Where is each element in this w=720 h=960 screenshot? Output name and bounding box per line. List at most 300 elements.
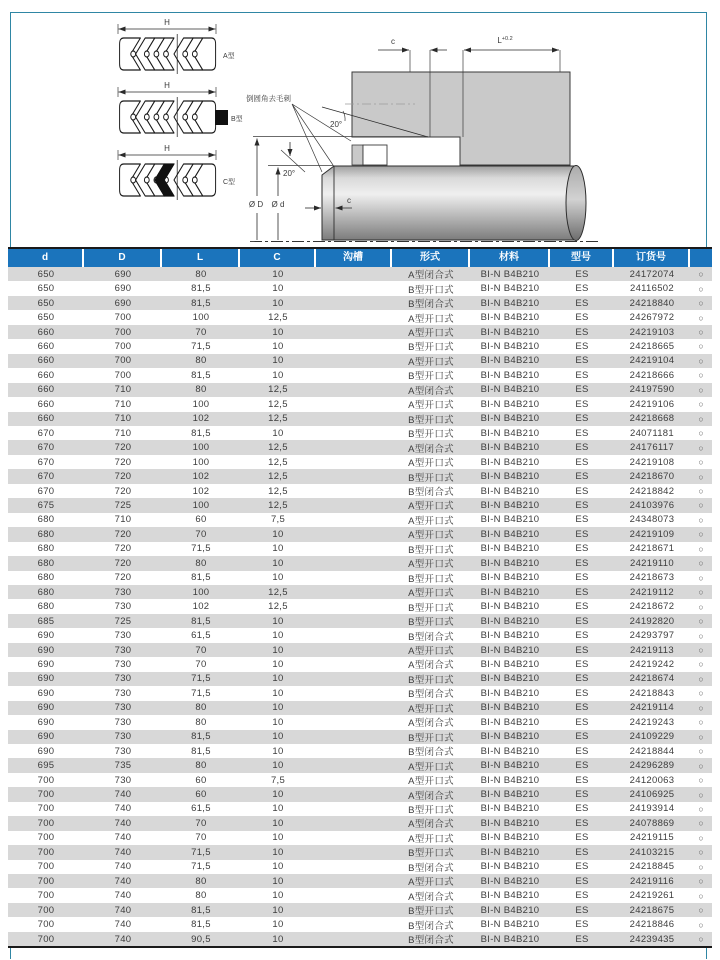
column-header: L	[162, 249, 240, 267]
cell: 81,5	[191, 745, 211, 757]
cell: 71,5	[191, 846, 211, 858]
availability-mark: ○	[698, 832, 704, 843]
cell: BI-N B4B210	[480, 846, 540, 858]
cell: 24348073	[629, 514, 675, 526]
cell	[316, 787, 392, 801]
column-header: 形式	[392, 249, 470, 267]
cell: 24103976	[629, 499, 675, 511]
cell: 102	[192, 601, 210, 613]
cell: 80	[195, 890, 207, 902]
cell	[316, 715, 392, 729]
cell: 60	[195, 774, 207, 786]
cell	[316, 932, 392, 946]
cell	[316, 585, 392, 599]
cell: A型开口式	[408, 559, 454, 571]
cell: 680	[37, 557, 55, 569]
cell: 24109229	[629, 731, 675, 743]
cell: 730	[114, 702, 132, 714]
cell: BI-N B4B210	[480, 933, 540, 945]
cell: 71,5	[191, 861, 211, 873]
cell: ES	[575, 673, 589, 685]
cell: ES	[575, 716, 589, 728]
cell: 81,5	[191, 427, 211, 439]
cell: 24218673	[629, 572, 675, 584]
cell: 700	[114, 340, 132, 352]
cell	[316, 498, 392, 512]
cell: BI-N B4B210	[480, 760, 540, 772]
cell: A型闭合式	[408, 718, 454, 730]
cell: 24218671	[629, 543, 675, 555]
table-row	[8, 281, 712, 295]
cell: ES	[575, 384, 589, 396]
cell: 81,5	[191, 283, 211, 295]
cell: 670	[37, 427, 55, 439]
cell: A型闭合式	[408, 385, 454, 397]
cell: BI-N B4B210	[480, 413, 540, 425]
cell: 71,5	[191, 687, 211, 699]
cell: BI-N B4B210	[480, 557, 540, 569]
cell	[316, 368, 392, 382]
cell	[316, 397, 392, 411]
cell: 24218670	[629, 471, 675, 483]
cell: 740	[114, 803, 132, 815]
cell: 24219104	[629, 355, 675, 367]
cell: BI-N B4B210	[480, 904, 540, 916]
cell: BI-N B4B210	[480, 326, 540, 338]
cell: ES	[575, 601, 589, 613]
cell: BI-N B4B210	[480, 312, 540, 324]
cell	[316, 339, 392, 353]
table-row	[8, 556, 712, 570]
cell: 740	[114, 861, 132, 873]
table-header-row	[8, 249, 712, 267]
cell: 730	[114, 630, 132, 642]
cell: ES	[575, 340, 589, 352]
cell: 80	[195, 875, 207, 887]
cell: 81,5	[191, 369, 211, 381]
cell: 71,5	[191, 340, 211, 352]
cell: 102	[192, 413, 210, 425]
cell: 24172074	[629, 268, 675, 280]
table-row	[8, 758, 712, 772]
cell: 24116502	[630, 283, 674, 295]
cell: ES	[575, 832, 589, 844]
cell: 10	[272, 340, 284, 352]
cell: ES	[575, 514, 589, 526]
table-row	[8, 860, 712, 874]
table-row	[8, 571, 712, 585]
cell: B型闭合式	[408, 689, 454, 701]
availability-mark: ○	[698, 876, 704, 887]
cell: ES	[575, 312, 589, 324]
cell: ES	[575, 283, 589, 295]
cell: 700	[37, 832, 55, 844]
cell: B型开口式	[408, 414, 454, 426]
cell: BI-N B4B210	[480, 789, 540, 801]
cell: B型开口式	[408, 284, 454, 296]
cell: 80	[195, 355, 207, 367]
cell: 10	[272, 846, 284, 858]
cell: 24218844	[629, 745, 675, 757]
cell: A型开口式	[408, 588, 454, 600]
availability-mark: ○	[698, 688, 704, 699]
column-header: C	[240, 249, 316, 267]
availability-mark: ○	[698, 327, 704, 338]
cell: A型开口式	[408, 356, 454, 368]
cell: ES	[575, 890, 589, 902]
cell: B型闭合式	[408, 935, 454, 947]
dim-c-top: c	[391, 37, 395, 46]
cell: BI-N B4B210	[480, 442, 540, 454]
cell: 690	[114, 268, 132, 280]
cell: 700	[114, 355, 132, 367]
cell: B型闭合式	[408, 920, 454, 932]
cell: BI-N B4B210	[480, 601, 540, 613]
cell	[316, 513, 392, 527]
cell: 12,5	[268, 485, 288, 497]
cell: 24219106	[629, 398, 675, 410]
cell	[316, 701, 392, 715]
cell: 70	[195, 658, 207, 670]
cell	[316, 556, 392, 570]
cell: 10	[272, 890, 284, 902]
groove-insert	[363, 145, 387, 165]
cell: 660	[37, 355, 55, 367]
availability-mark: ○	[698, 514, 704, 525]
cell: 24219116	[630, 875, 674, 887]
availability-mark: ○	[698, 341, 704, 352]
cell: ES	[575, 846, 589, 858]
cell: ES	[575, 369, 589, 381]
availability-mark: ○	[698, 298, 704, 309]
availability-mark: ○	[698, 413, 704, 424]
cell: BI-N B4B210	[480, 919, 540, 931]
cell: 71,5	[191, 673, 211, 685]
cell: 24218845	[629, 861, 675, 873]
cell: BI-N B4B210	[480, 745, 540, 757]
cell: 700	[37, 774, 55, 786]
cell: BI-N B4B210	[480, 716, 540, 728]
cell: BI-N B4B210	[480, 471, 540, 483]
cell	[316, 874, 392, 888]
dim-h-label-a: H	[164, 18, 170, 27]
cell	[316, 281, 392, 295]
cell: 740	[114, 919, 132, 931]
cell: 725	[114, 499, 132, 511]
cell: BI-N B4B210	[480, 427, 540, 439]
cell: 24218675	[629, 904, 675, 916]
cell: BI-N B4B210	[480, 673, 540, 685]
cell: 12,5	[268, 384, 288, 396]
cell: 650	[37, 297, 55, 309]
availability-mark: ○	[698, 905, 704, 916]
cell: BI-N B4B210	[480, 456, 540, 468]
cell: ES	[575, 427, 589, 439]
table-row	[8, 614, 712, 628]
cell: 710	[114, 413, 132, 425]
cell: ES	[575, 297, 589, 309]
cell: ES	[575, 355, 589, 367]
cell	[316, 672, 392, 686]
cell: 12,5	[268, 442, 288, 454]
cell: ES	[575, 919, 589, 931]
cell: 10	[272, 427, 284, 439]
table-row	[8, 643, 712, 657]
cell: 24120063	[629, 774, 675, 786]
cell: ES	[575, 745, 589, 757]
cell: 70	[195, 817, 207, 829]
availability-mark: ○	[698, 384, 704, 395]
cell: 24218665	[629, 340, 675, 352]
table-row	[8, 498, 712, 512]
availability-mark: ○	[698, 558, 704, 569]
cell: B型开口式	[408, 732, 454, 744]
cell: ES	[575, 731, 589, 743]
cell: 81,5	[191, 731, 211, 743]
availability-mark: ○	[698, 818, 704, 829]
cell: 61,5	[191, 630, 211, 642]
cell	[316, 383, 392, 397]
cell: B型开口式	[408, 371, 454, 383]
table-row	[8, 354, 712, 368]
cell: BI-N B4B210	[480, 268, 540, 280]
availability-mark: ○	[698, 312, 704, 323]
groove-step	[352, 145, 363, 165]
cell: 100	[192, 398, 210, 410]
cell	[316, 773, 392, 787]
availability-mark: ○	[698, 500, 704, 511]
cell: 730	[114, 716, 132, 728]
cell: 660	[37, 326, 55, 338]
cell: ES	[575, 485, 589, 497]
cell: 700	[37, 904, 55, 916]
cell: B型闭合式	[408, 747, 454, 759]
cell: 685	[37, 615, 55, 627]
cell: 700	[114, 369, 132, 381]
cell	[316, 802, 392, 816]
cell: 740	[114, 890, 132, 902]
cell: 700	[37, 861, 55, 873]
cell: BI-N B4B210	[480, 702, 540, 714]
cell: 10	[272, 702, 284, 714]
cell: 24219115	[630, 832, 674, 844]
table-row	[8, 932, 712, 946]
cell: 24218672	[629, 601, 675, 613]
availability-mark: ○	[698, 789, 704, 800]
cell	[316, 730, 392, 744]
cell: ES	[575, 471, 589, 483]
cell: 730	[114, 601, 132, 613]
cell: 12,5	[268, 413, 288, 425]
availability-mark: ○	[698, 370, 704, 381]
cell: 650	[37, 268, 55, 280]
cell: ES	[575, 760, 589, 772]
cell: BI-N B4B210	[480, 514, 540, 526]
cell: 680	[37, 543, 55, 555]
availability-mark: ○	[698, 760, 704, 771]
cell	[316, 643, 392, 657]
table-row	[8, 267, 712, 281]
cell	[316, 903, 392, 917]
cell: ES	[575, 789, 589, 801]
seal-profile-b	[118, 81, 243, 137]
cell: 730	[114, 745, 132, 757]
cell: 10	[272, 716, 284, 728]
availability-mark: ○	[698, 803, 704, 814]
cell: 24103215	[629, 846, 675, 858]
cell: B型闭合式	[408, 299, 454, 311]
table-row	[8, 397, 712, 411]
cell	[316, 455, 392, 469]
table-row	[8, 339, 712, 353]
table-row	[8, 917, 712, 931]
cell: 680	[37, 514, 55, 526]
seal-profile-c	[118, 144, 235, 200]
table-row	[8, 701, 712, 715]
cell	[316, 628, 392, 642]
cell: 680	[37, 572, 55, 584]
cell: 24267972	[629, 312, 675, 324]
column-header	[690, 249, 712, 267]
table-row	[8, 888, 712, 902]
table-row	[8, 426, 712, 440]
cell: A型开口式	[408, 833, 454, 845]
cell: ES	[575, 557, 589, 569]
cell: 60	[195, 514, 207, 526]
cell	[316, 816, 392, 830]
cell: B型开口式	[408, 617, 454, 629]
cell: A型开口式	[408, 530, 454, 542]
cell: 725	[114, 615, 132, 627]
cell: 690	[37, 687, 55, 699]
cell	[316, 527, 392, 541]
cell: 10	[272, 673, 284, 685]
cell: 24197590	[629, 384, 675, 396]
cell: 700	[114, 312, 132, 324]
cell: 24219109	[629, 528, 675, 540]
cell: A型开口式	[408, 703, 454, 715]
cell: BI-N B4B210	[480, 384, 540, 396]
cell: B型开口式	[408, 342, 454, 354]
cell: B型闭合式	[408, 862, 454, 874]
cell: 70	[195, 326, 207, 338]
cell: 102	[192, 471, 210, 483]
cell: 670	[37, 471, 55, 483]
cell: B型闭合式	[408, 487, 454, 499]
cell: A型开口式	[408, 400, 454, 412]
availability-mark: ○	[698, 847, 704, 858]
table-row	[8, 310, 712, 324]
cell: 710	[114, 427, 132, 439]
cell: 690	[37, 745, 55, 757]
cell: 70	[195, 832, 207, 844]
cell: 670	[37, 456, 55, 468]
cell: 740	[114, 904, 132, 916]
installation-section	[246, 36, 600, 242]
cell: ES	[575, 803, 589, 815]
cell: 660	[37, 369, 55, 381]
cell: 10	[272, 875, 284, 887]
dim-c-shaft: c	[347, 196, 351, 205]
cell: 24219112	[630, 586, 674, 598]
cell: ES	[575, 543, 589, 555]
cell: 710	[114, 398, 132, 410]
table-row	[8, 773, 712, 787]
cell: 650	[37, 312, 55, 324]
cell: 70	[195, 528, 207, 540]
cell: 10	[272, 297, 284, 309]
cell: 700	[37, 817, 55, 829]
availability-mark: ○	[698, 702, 704, 713]
availability-mark: ○	[698, 717, 704, 728]
cell: BI-N B4B210	[480, 398, 540, 410]
table-row	[8, 542, 712, 556]
cell: A型开口式	[408, 646, 454, 657]
table-row	[8, 730, 712, 744]
cell: 24219243	[629, 716, 675, 728]
cell: BI-N B4B210	[480, 803, 540, 815]
cell: 81,5	[191, 904, 211, 916]
cell: 24218840	[629, 297, 675, 309]
column-header: 订货号	[614, 249, 690, 267]
cell: ES	[575, 774, 589, 786]
cell	[316, 686, 392, 700]
table-row	[8, 628, 712, 642]
cell: 700	[114, 326, 132, 338]
cell: 695	[37, 760, 55, 772]
cell: 730	[114, 586, 132, 598]
cell: B型开口式	[408, 544, 454, 556]
cell: 10	[272, 644, 284, 656]
cell: 740	[114, 789, 132, 801]
cell: ES	[575, 413, 589, 425]
cell: 700	[37, 789, 55, 801]
cell	[316, 599, 392, 613]
availability-mark: ○	[698, 616, 704, 627]
dia-inner-label: Ø d	[271, 200, 285, 209]
cell: 10	[272, 355, 284, 367]
cell: BI-N B4B210	[480, 586, 540, 598]
dia-outer-label: Ø D	[248, 200, 264, 209]
cell	[316, 542, 392, 556]
cell	[316, 614, 392, 628]
cell: 680	[37, 586, 55, 598]
cell: 10	[272, 861, 284, 873]
cell	[316, 657, 392, 671]
cell: 80	[195, 384, 207, 396]
cell: 24192820	[629, 615, 675, 627]
cell: ES	[575, 904, 589, 916]
table-row	[8, 368, 712, 382]
seal-profile-a	[118, 18, 235, 74]
cell: 81,5	[191, 615, 211, 627]
cell: B型开口式	[408, 906, 454, 918]
cell: ES	[575, 933, 589, 945]
cell: BI-N B4B210	[480, 817, 540, 829]
cell: ES	[575, 658, 589, 670]
profile-b-black-ring	[215, 110, 228, 125]
availability-mark: ○	[698, 890, 704, 901]
cell: 102	[192, 485, 210, 497]
cell: 720	[114, 557, 132, 569]
availability-mark: ○	[698, 428, 704, 439]
cell: ES	[575, 817, 589, 829]
cell: 730	[114, 658, 132, 670]
table-row	[8, 744, 712, 758]
cell: A型开口式	[408, 515, 454, 527]
cell: BI-N B4B210	[480, 369, 540, 381]
cell: 80	[195, 716, 207, 728]
